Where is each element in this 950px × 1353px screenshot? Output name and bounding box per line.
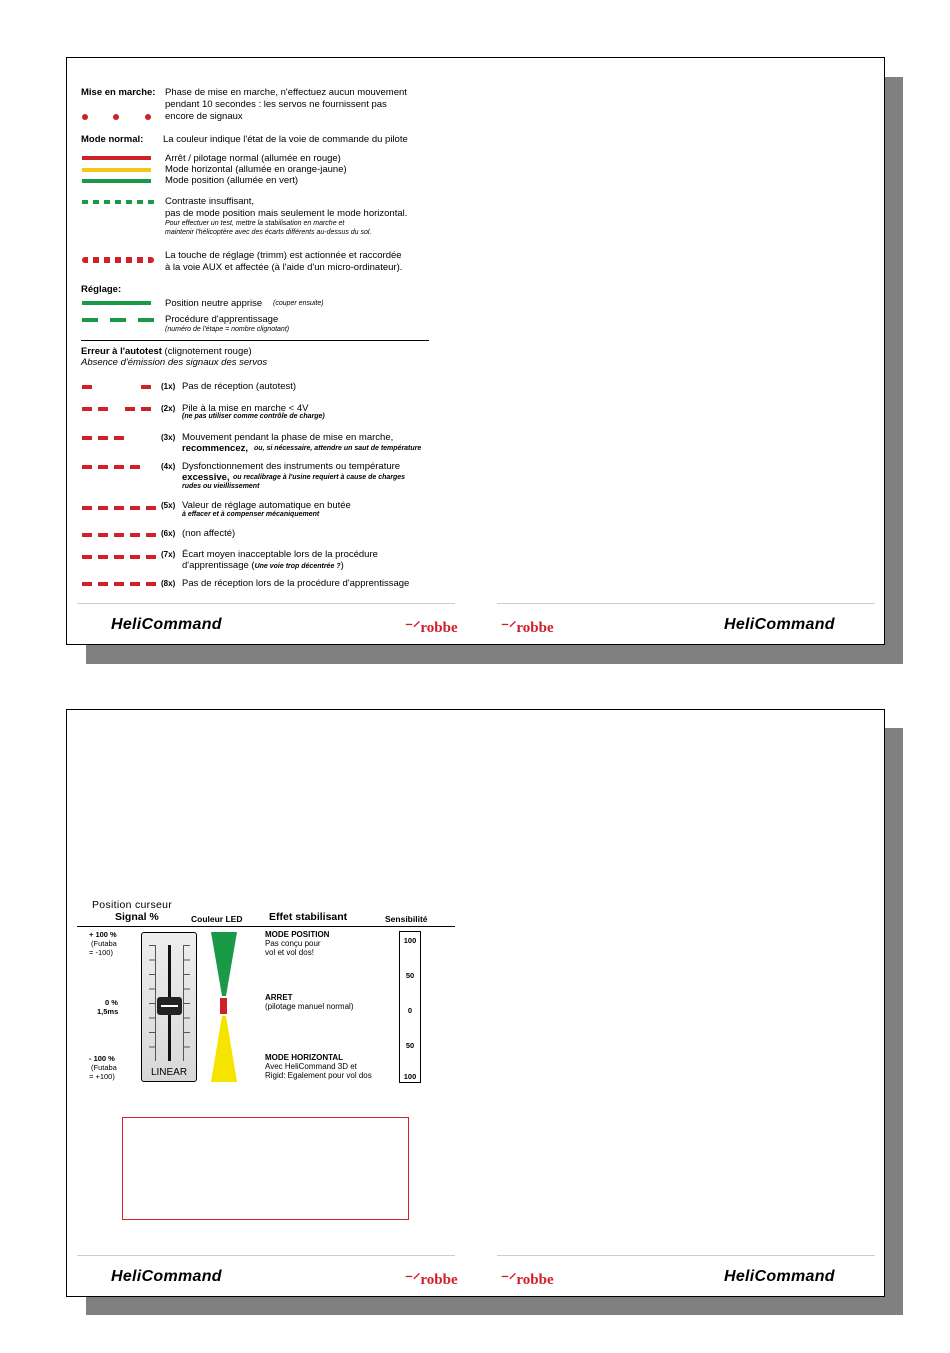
helicommand-logo: HeliCommand	[111, 1268, 222, 1285]
sensitivity-value: 100	[403, 936, 417, 945]
robbe-logo: ⁻⸍robbe	[501, 620, 554, 636]
error-text: Pile à la mise en marche < 4V	[182, 403, 309, 414]
effect-horizontal-2: Rigid: Egalement pour vol dos	[265, 1071, 372, 1080]
error-text: Pas de réception (autotest)	[182, 381, 297, 392]
startup-dot	[145, 114, 151, 120]
slider-scale-right	[183, 945, 190, 1061]
error-title-bold: Erreur à l'autotest	[81, 346, 162, 357]
label-futaba-top-val: = -100)	[89, 948, 113, 957]
error-code: (1x)	[161, 382, 176, 391]
red-bar	[82, 156, 151, 160]
label-futaba-top: (Futaba	[91, 939, 117, 948]
slider-knob[interactable]	[157, 997, 182, 1015]
error-dash	[82, 407, 109, 411]
error-dash	[82, 533, 156, 537]
error-dash	[82, 555, 156, 559]
led-green-wedge	[211, 932, 237, 996]
footer-line-left	[77, 603, 455, 604]
error-text2: recommencez,	[182, 443, 249, 454]
neutral-note: (couper ensuite)	[273, 300, 324, 307]
sensitivity-scale	[399, 931, 421, 1083]
error-dash	[82, 385, 92, 389]
neutral-text: Position neutre apprise	[165, 298, 263, 309]
label-plus100: + 100 %	[89, 930, 117, 939]
section-divider	[81, 340, 429, 341]
helicommand-logo: HeliCommand	[724, 1268, 835, 1285]
green-dashed-line	[82, 318, 154, 322]
label-futaba-bot: (Futaba	[91, 1063, 117, 1072]
header-sens: Sensibilité	[385, 914, 428, 924]
sensitivity-value: 0	[407, 1006, 413, 1015]
startup-dot	[113, 114, 119, 120]
label-ms: 1,5ms	[97, 1007, 119, 1016]
error-dash	[82, 582, 156, 586]
green-solid-bar	[82, 301, 151, 305]
contrast-line2: pas de mode position mais seulement le mode horizontal.	[165, 208, 408, 219]
header-slider-2: Signal %	[115, 911, 159, 923]
error-text: Pas de réception lors de la procédure d'apprentissage	[182, 578, 410, 589]
error-code: (6x)	[161, 529, 176, 538]
effect-horizontal-1: Avec HeliCommand 3D et	[265, 1062, 357, 1071]
effect-stop-title: ARRET	[265, 993, 293, 1002]
error-code: (8x)	[161, 579, 176, 588]
learn-note: (numéro de l'étape = nombre clignotant)	[165, 326, 290, 333]
slider-knob-line	[161, 1005, 178, 1007]
error-subtitle: Absence d'émission des signaux des servos	[81, 357, 268, 368]
label-futaba-bot-val: = +100)	[89, 1072, 115, 1081]
learn-text: Procédure d'apprentissage	[165, 314, 279, 325]
led-yellow-wedge	[211, 1016, 237, 1082]
header-slider-1: Position curseur	[92, 899, 173, 911]
error-code: (2x)	[161, 404, 176, 413]
error-text3: )	[340, 560, 344, 571]
startup-label: Mise en marche:	[81, 87, 156, 98]
footer-line-left	[77, 1255, 455, 1256]
error-dash	[141, 385, 151, 389]
page1-sheet	[66, 57, 885, 645]
effect-position-2: vol et vol dos!	[265, 948, 314, 957]
error-text: Écart moyen inacceptable lors de la procédure	[182, 549, 378, 560]
robbe-logo: ⁻⸍robbe	[405, 1272, 458, 1288]
startup-dot	[82, 114, 88, 120]
green-bar	[82, 179, 151, 183]
error-code: (5x)	[161, 501, 176, 510]
startup-line2: pendant 10 secondes : les servos ne fournissent pas	[165, 99, 387, 110]
error-text: (non affecté)	[182, 528, 236, 539]
slider-box[interactable]	[141, 932, 197, 1082]
error-dash	[82, 436, 124, 440]
sensitivity-value: 50	[405, 1041, 415, 1050]
error-text: Mouvement pendant la phase de mise en marche,	[182, 432, 394, 443]
trim-line2: à la voie AUX et affectée (à l'aide d'un micro-ordinateur).	[165, 262, 403, 273]
normal-label: Mode normal:	[81, 134, 144, 145]
error-note: ou recalibrage à l'usine requiert à cause de charges	[233, 474, 406, 481]
error-text2	[182, 560, 344, 572]
error-note: à effacer et à compenser mécaniquement	[182, 511, 320, 518]
slider-scale-left	[149, 945, 156, 1061]
reglage-label: Réglage:	[81, 284, 122, 295]
error-note: ou, si nécessaire, attendre un saut de température	[254, 445, 422, 452]
startup-line1: Phase de mise en marche, n'effectuez aucun mouvement	[165, 87, 407, 98]
header-led: Couleur LED	[191, 914, 243, 924]
red-dots-line	[82, 257, 154, 263]
contrast-line3: Pour effectuer un test, mettre la stabilisation en marche et	[165, 220, 345, 227]
footer-line-right	[497, 1255, 875, 1256]
header-effect: Effet stabilisant	[269, 911, 348, 923]
error-dash	[82, 506, 156, 510]
contrast-line1: Contraste insuffisant,	[165, 196, 255, 207]
effect-stop-1: (pilotage manuel normal)	[265, 1002, 354, 1011]
footer-line-right	[497, 603, 875, 604]
error-title-rest: (clignotement rouge)	[161, 346, 252, 357]
error-code: (4x)	[161, 462, 176, 471]
error-code: (3x)	[161, 433, 176, 442]
label-zero: 0 %	[105, 998, 118, 1007]
effect-position-1: Pas conçu pour	[265, 939, 321, 948]
robbe-logo: ⁻⸍robbe	[405, 620, 458, 636]
contrast-line4: maintenir l'hélicoptère avec des écarts différents au-dessus du sol.	[165, 229, 372, 236]
error-dash	[125, 407, 152, 411]
green-dotted-line	[82, 200, 154, 204]
helicommand-logo: HeliCommand	[724, 616, 835, 633]
normal-red-text: Arrêt / pilotage normal (allumée en rouge)	[165, 153, 341, 164]
empty-red-frame	[122, 1117, 409, 1220]
sensitivity-value: 50	[405, 971, 415, 980]
slider-label: LINEAR	[150, 1067, 188, 1078]
normal-green-text: Mode position (allumée en vert)	[165, 175, 299, 186]
error-code: (7x)	[161, 550, 176, 559]
helicommand-logo: HeliCommand	[111, 616, 222, 633]
error-dash	[82, 465, 140, 469]
yellow-bar	[82, 168, 151, 172]
header-rule	[77, 926, 455, 927]
error-text: Valeur de réglage automatique en butée	[182, 500, 351, 511]
led-color-graphic	[209, 932, 239, 1082]
normal-desc: La couleur indique l'état de la voie de commande du pilote	[163, 134, 408, 145]
error-note: Une voie trop décentrée ?	[254, 563, 341, 570]
effect-horizontal-title: MODE HORIZONTAL	[265, 1053, 344, 1062]
error-text: Dysfonctionnement des instruments ou température	[182, 461, 401, 472]
error-title	[81, 346, 252, 357]
led-red-block	[220, 998, 227, 1014]
error-text2-a: d'apprentissage (	[182, 560, 255, 571]
error-note2: rudes ou vieillissement	[182, 483, 260, 490]
effect-position-title: MODE POSITION	[265, 930, 330, 939]
sensitivity-value: 100	[403, 1072, 417, 1081]
error-text2: excessive,	[182, 472, 230, 483]
robbe-logo: ⁻⸍robbe	[501, 1272, 554, 1288]
label-minus100: - 100 %	[89, 1054, 115, 1063]
trim-line1: La touche de réglage (trimm) est actionnée et raccordée	[165, 250, 402, 261]
page2-sheet	[66, 709, 885, 1297]
normal-yellow-text: Mode horizontal (allumée en orange-jaune)	[165, 164, 347, 175]
startup-line3: encore de signaux	[165, 111, 243, 122]
error-note: (ne pas utiliser comme contrôle de charge)	[182, 413, 325, 420]
